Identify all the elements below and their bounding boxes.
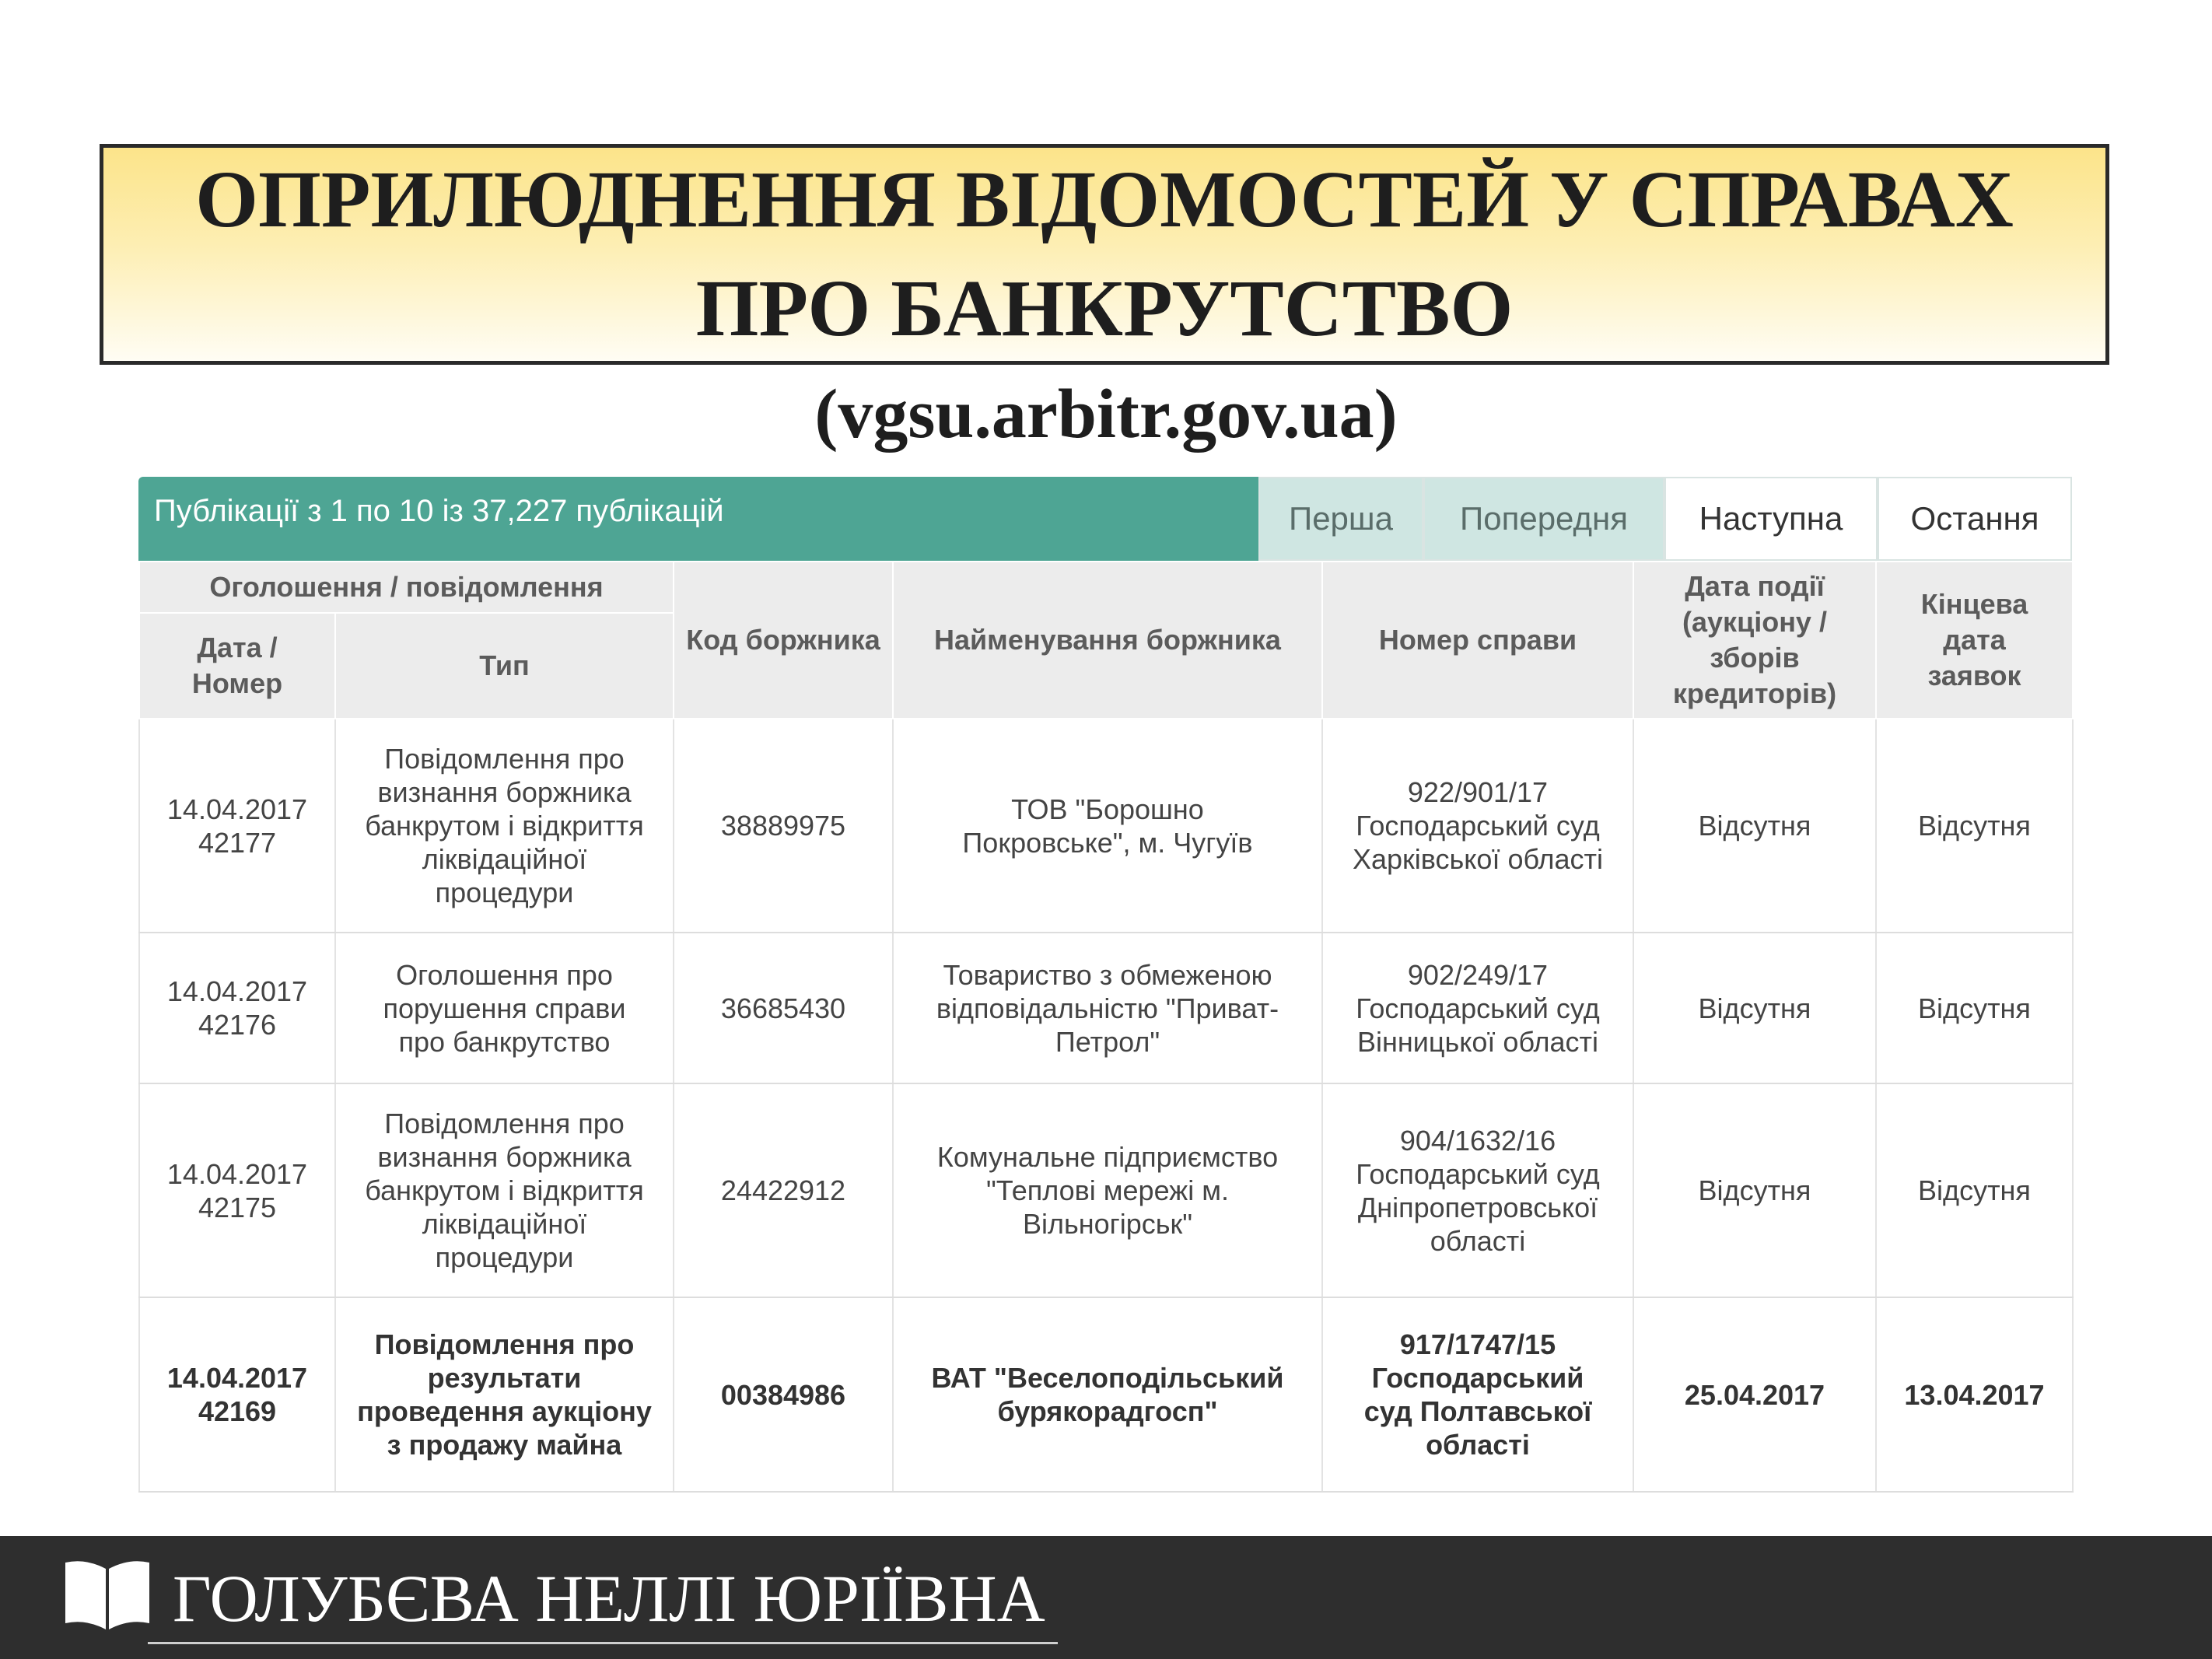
- row-case-number: 917/1747/15 Господарський суд Полтавської області: [1322, 1297, 1633, 1492]
- pager-bar: [138, 477, 2072, 561]
- table-row[interactable]: [139, 1083, 2073, 1297]
- table-row[interactable]: [139, 1297, 2073, 1492]
- header-type: Тип: [335, 613, 674, 719]
- header-debtor-name: Найменування боржника: [893, 562, 1322, 719]
- header-event-date: Дата події (аукціону / зборів кредиторів): [1633, 562, 1876, 719]
- row-debtor-name: Комунальне підприємство "Теплові мережі м. Вільногірськ": [893, 1083, 1322, 1297]
- row-event-date: Відсутня: [1633, 933, 1876, 1083]
- row-date-number: 14.04.2017 42175: [139, 1083, 335, 1297]
- slide-title-line-2: ПРО БАНКРУТСТВО: [695, 264, 1514, 353]
- row-event-date: Відсутня: [1633, 1083, 1876, 1297]
- header-announcement-group: Оголошення / повідомлення: [139, 562, 674, 613]
- row-deadline: Відсутня: [1876, 1083, 2073, 1297]
- header-case-number: Номер справи: [1322, 562, 1633, 719]
- footer-divider: [148, 1642, 1058, 1644]
- header-debtor-code: Код боржника: [674, 562, 893, 719]
- row-debtor-code: 00384986: [674, 1297, 893, 1492]
- row-debtor-name: ВАТ "Веселоподільський бурякорадгосп": [893, 1297, 1322, 1492]
- row-type: Повідомлення про результати проведення аукціону з продажу майна: [335, 1297, 674, 1492]
- row-date-number: 14.04.2017 42169: [139, 1297, 335, 1492]
- table-row[interactable]: [139, 933, 2073, 1083]
- footer-bar: [0, 1536, 2212, 1659]
- row-date-number: 14.04.2017 42176: [139, 933, 335, 1083]
- row-debtor-code: 36685430: [674, 933, 893, 1083]
- book-icon: [61, 1558, 154, 1633]
- row-case-number: 922/901/17 Господарський суд Харківської області: [1322, 719, 1633, 933]
- row-event-date: Відсутня: [1633, 719, 1876, 933]
- previous-page-button[interactable]: Попередня: [1423, 477, 1664, 561]
- first-page-button[interactable]: Перша: [1258, 477, 1423, 561]
- pager-info: Публікації з 1 по 10 із 37,227 публікацій: [154, 494, 724, 528]
- row-type: Повідомлення про визнання боржника банкрутом і відкриття ліквідаційної процедури: [335, 719, 674, 933]
- header-deadline: Кінцева дата заявок: [1876, 562, 2073, 719]
- row-event-date: 25.04.2017: [1633, 1297, 1876, 1492]
- row-debtor-code: 24422912: [674, 1083, 893, 1297]
- row-type: Оголошення про порушення справи про банкрутство: [335, 933, 674, 1083]
- row-deadline: 13.04.2017: [1876, 1297, 2073, 1492]
- slide-title-line-1: ОПРИЛЮДНЕННЯ ВІДОМОСТЕЙ У СПРАВАХ: [195, 155, 2014, 244]
- slide-title-box: [100, 144, 2109, 365]
- slide-subtitle-url: (vgsu.arbitr.gov.ua): [814, 376, 1398, 453]
- row-date-number: 14.04.2017 42177: [139, 719, 335, 933]
- row-debtor-name: Товариство з обмеженою відповідальністю "Приват-Петрол": [893, 933, 1322, 1083]
- publications-table-screenshot: [138, 477, 2072, 1493]
- last-page-button[interactable]: Остання: [1878, 477, 2072, 561]
- row-case-number: 902/249/17 Господарський суд Вінницької області: [1322, 933, 1633, 1083]
- row-deadline: Відсутня: [1876, 719, 2073, 933]
- row-debtor-name: ТОВ "Борошно Покровське", м. Чугуїв: [893, 719, 1322, 933]
- publications-table: [138, 561, 2074, 1493]
- row-case-number: 904/1632/16 Господарський суд Дніпропетровської області: [1322, 1083, 1633, 1297]
- table-row[interactable]: [139, 719, 2073, 933]
- footer-author-name: ГОЛУБЄВА НЕЛЛІ ЮРІЇВНА: [173, 1561, 1045, 1636]
- row-deadline: Відсутня: [1876, 933, 2073, 1083]
- row-debtor-code: 38889975: [674, 719, 893, 933]
- header-date-number: Дата / Номер: [139, 613, 335, 719]
- row-type: Повідомлення про визнання боржника банкрутом і відкриття ліквідаційної процедури: [335, 1083, 674, 1297]
- next-page-button[interactable]: Наступна: [1664, 477, 1878, 561]
